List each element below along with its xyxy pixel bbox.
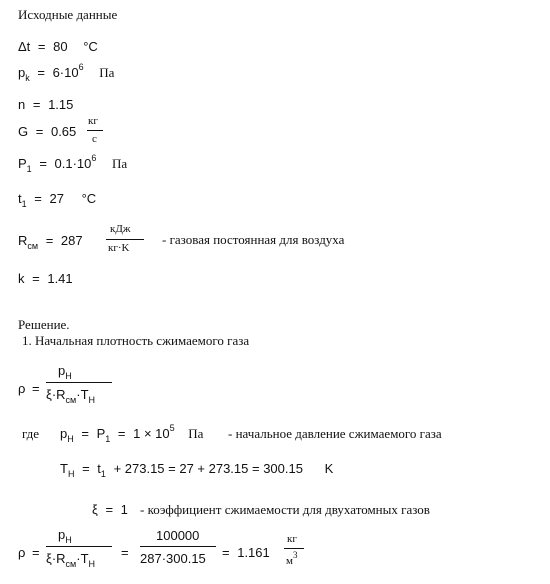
H-subscript: Н (88, 395, 96, 405)
dt-equals: = (37, 39, 46, 54)
pk-subscript: k (25, 73, 30, 83)
P1-exponent: 6 (91, 153, 97, 163)
rho-calc-pH-subscript: Н (65, 535, 72, 545)
pH-line-exponent: 5 (169, 423, 175, 433)
rho-calc-numerator-symbolic (58, 527, 72, 545)
pH-line-P-subscript: 1 (105, 434, 111, 444)
rho-calc-lhs (18, 546, 40, 559)
pH-line-mantissa: 1 × 10 (133, 426, 170, 441)
n-value: 1.15 (48, 97, 74, 112)
xi-equals: = (105, 502, 114, 517)
pH-line-unit: Па (188, 426, 204, 441)
rho-calc-fraction-bar-1 (46, 546, 112, 547)
given-t1 (18, 191, 97, 209)
given-pk (18, 62, 115, 83)
given-k (18, 272, 73, 285)
G-equals: = (35, 124, 44, 139)
n-equals: = (32, 97, 41, 112)
pH-line-symbol: p (60, 426, 68, 441)
TH-subscript: Н (67, 469, 75, 479)
TH-line (60, 461, 334, 479)
Rcm-equals: = (45, 233, 54, 248)
pH-symbol: p (58, 363, 66, 378)
rho-def-fraction-bar (46, 382, 112, 383)
pH-line-subscript: Н (67, 434, 74, 444)
rho-def-lhs (18, 382, 40, 395)
G-unit-fraction-bar (87, 130, 103, 131)
rho-calc-numerator-value: 100000 (156, 528, 200, 543)
rho-calc-H-subscript: Н (88, 559, 96, 569)
Rcm-unit-denominator: кг·K (108, 242, 130, 254)
rho-calc-equals-3 (222, 546, 270, 559)
dt-unit: °C (83, 39, 98, 54)
rho-calc-unit-fraction-bar (284, 548, 304, 549)
pH-line-equals-1: = (81, 426, 89, 441)
pH-line-note: - начальное давление сжимаемого газа (228, 426, 442, 441)
T-term: ·T (76, 387, 89, 402)
TH-unit: K (324, 461, 334, 476)
TH-symbol: T (60, 461, 68, 476)
given-P1 (18, 153, 128, 174)
t1-subscript: 1 (21, 199, 27, 209)
t1-unit: °C (81, 191, 97, 206)
section-title-solution: Решение. (18, 317, 70, 332)
section-title-given: Исходные данные (18, 7, 118, 22)
rho-calc-equals-2: = (121, 545, 129, 560)
Rcm-subscript: см (27, 241, 39, 251)
pk-unit: Па (99, 65, 115, 80)
rho-calc-denominator-value: 287·300.15 (140, 551, 206, 566)
pH-line (60, 423, 204, 444)
pk-exponent: 6 (78, 62, 84, 72)
given-dt (18, 40, 98, 53)
rho-calc-unit-m: м (286, 555, 293, 567)
dt-symbol: Δt (18, 39, 31, 54)
P1-equals: = (39, 156, 47, 171)
rho-calc-result: 1.161 (237, 545, 270, 560)
rho-calc-symbol: ρ (18, 545, 26, 560)
xi-R-term: ξ·R (46, 387, 66, 402)
xi-line-note: - коэффициент сжимаемости для двухатомных газов (140, 502, 430, 517)
xi-value: 1 (120, 502, 128, 517)
n-symbol: n (18, 97, 26, 112)
rho-calc-unit-numerator: кг (287, 533, 297, 545)
rho-def-numerator (58, 363, 72, 381)
Rcm-unit-numerator: кДж (110, 223, 131, 235)
rho-calc-equals-3-sign: = (222, 545, 230, 560)
Rcm-symbol: R (18, 233, 28, 248)
pk-symbol: p (18, 65, 26, 80)
TH-t-subscript: 1 (100, 469, 106, 479)
t1-equals: = (34, 191, 42, 206)
Rcm-unit-fraction-bar (106, 239, 144, 240)
t1-value: 27 (49, 191, 64, 206)
P1-subscript: 1 (26, 164, 32, 174)
k-value: 1.41 (47, 271, 73, 286)
P1-unit: Па (112, 156, 128, 171)
P1-symbol: P (18, 156, 27, 171)
P1-mantissa: 0.1·10 (54, 156, 92, 171)
step-1-title: 1. Начальная плотность сжимаемого газа (22, 333, 250, 348)
k-equals: = (32, 271, 40, 286)
k-symbol: k (18, 271, 25, 286)
TH-equals: = (82, 461, 90, 476)
rho-calc-equals-1: = (32, 545, 40, 560)
pk-equals: = (37, 65, 45, 80)
xi-line (92, 503, 128, 516)
G-value: 0.65 (50, 124, 77, 139)
given-n (18, 98, 73, 111)
TH-t-symbol: t (97, 461, 101, 476)
pk-mantissa: 6·10 (52, 65, 79, 80)
dt-value: 80 (53, 39, 68, 54)
pH-line-equals-2: = (117, 426, 126, 441)
rho-calc-denominator-symbolic (46, 551, 96, 569)
rho-calc-T-term: ·T (76, 551, 89, 566)
rho-calc-cm-subscript: см (65, 559, 77, 569)
G-unit-numerator: кг (88, 115, 98, 127)
cm-subscript: см (65, 395, 77, 405)
pH-line-P: P (96, 426, 106, 441)
given-G (18, 125, 76, 138)
rho-calc-fraction-bar-2 (140, 546, 216, 547)
G-symbol: G (18, 124, 29, 139)
rho-calc-unit-denominator (286, 550, 298, 567)
rho-calc-pH-symbol: p (58, 527, 66, 542)
xi-symbol: ξ (92, 502, 98, 517)
Rcm-value: 287 (60, 233, 83, 248)
G-unit-denominator: с (92, 133, 97, 145)
rho-calc-unit-exponent: 3 (292, 550, 298, 560)
rho-symbol: ρ (18, 381, 26, 396)
TH-calculation: + 273.15 = 27 + 273.15 = 300.15 (113, 461, 303, 476)
given-Rcm (18, 233, 83, 251)
Rcm-note: - газовая постоянная для воздуха (162, 232, 345, 247)
rho-equals: = (32, 381, 40, 396)
pH-subscript: Н (65, 371, 72, 381)
rho-def-denominator (46, 387, 96, 405)
rho-calc-xi-R-term: ξ·R (46, 551, 66, 566)
t1-symbol: t (18, 191, 22, 206)
where-label: где (22, 426, 40, 441)
